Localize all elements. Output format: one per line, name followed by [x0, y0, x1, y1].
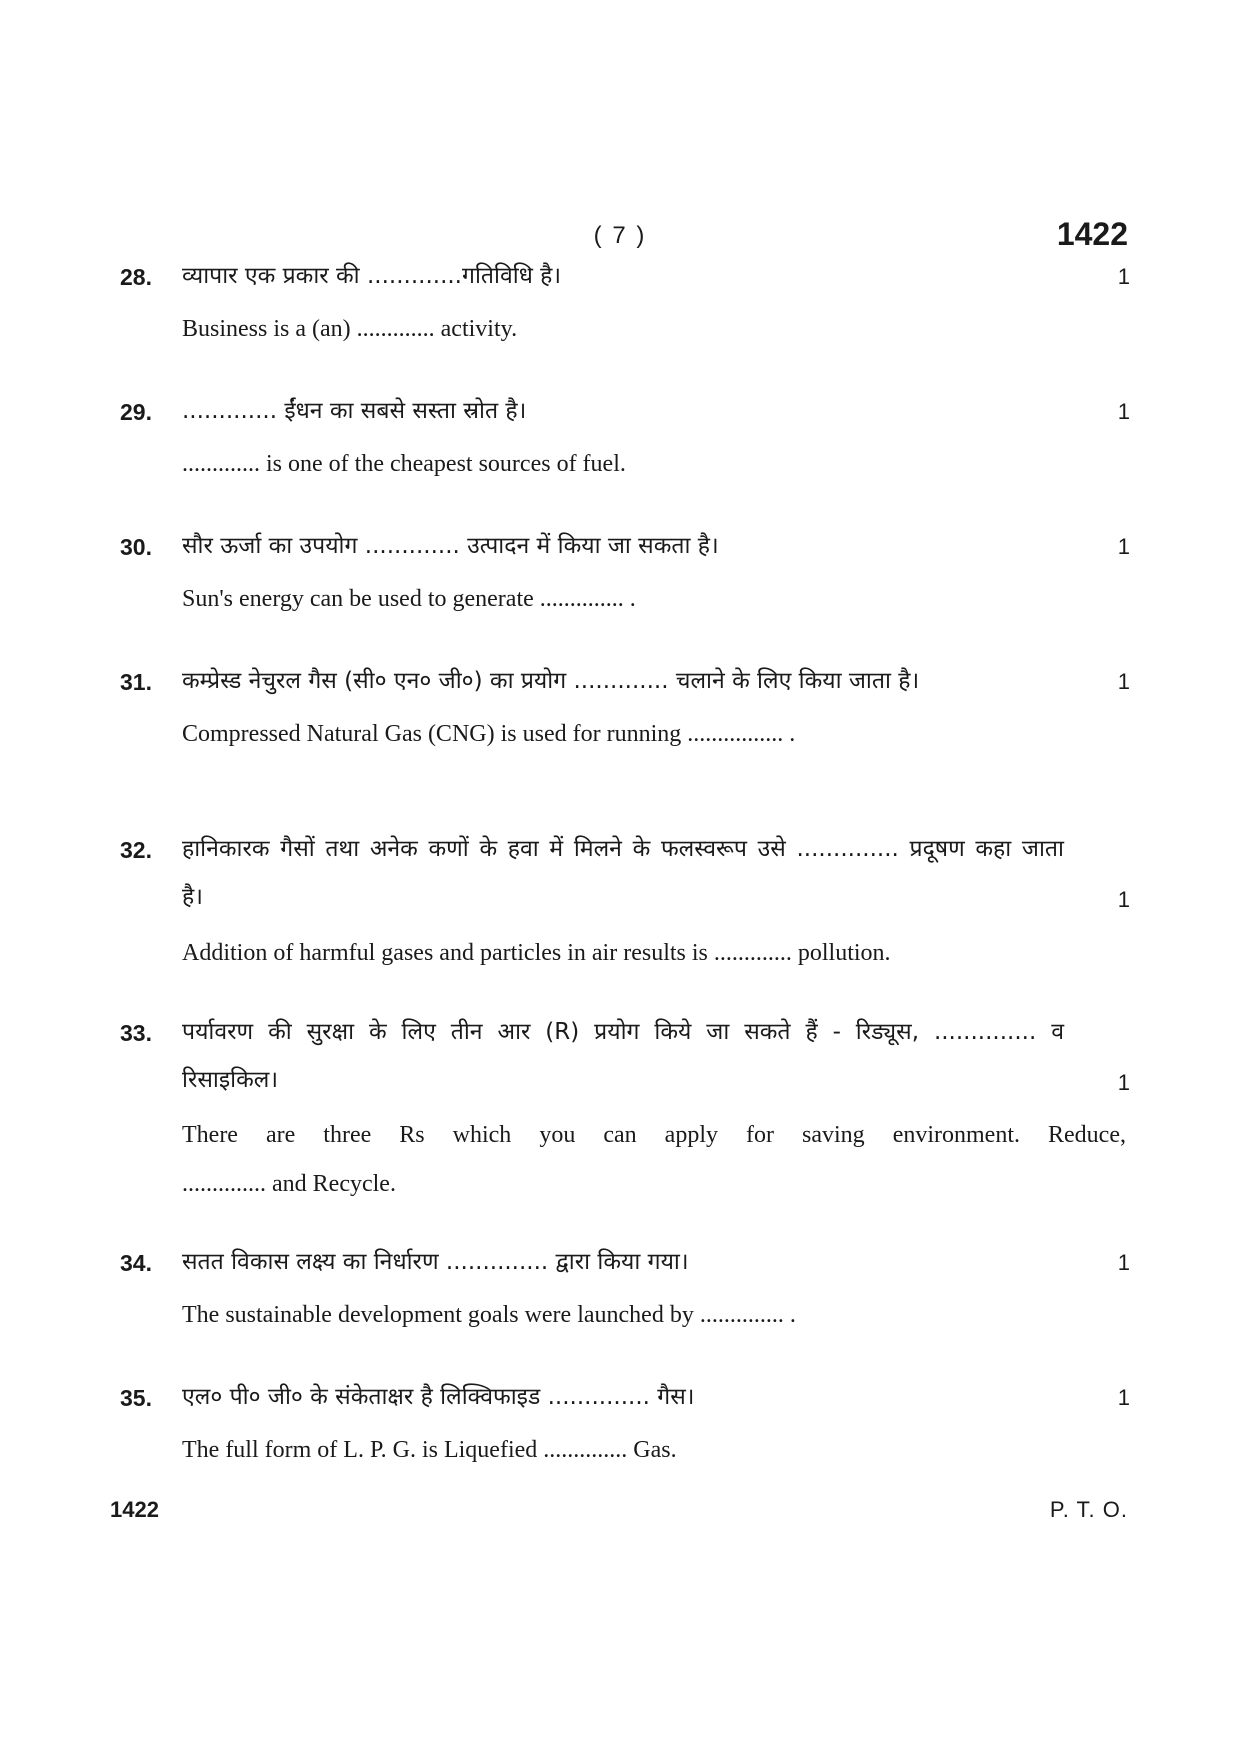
question-english: The full form of L. P. G. is Liquefied .............. Gas.	[182, 1437, 677, 1463]
question-number: 35.	[120, 1385, 152, 1411]
question-hindi: कम्प्रेस्ड नेचुरल गैस (सी० एन० जी०) का प्रयोग ............. चलाने के लिए किया जाता है।	[182, 668, 920, 694]
question-number: 34.	[120, 1250, 152, 1276]
question-english-line1: There are three Rs which you can apply for saving environment. Reduce,	[182, 1122, 1126, 1148]
question-number: 28.	[120, 264, 152, 290]
question-hindi: एल० पी० जी० के संकेताक्षर है लिक्विफाइड .............. गैस।	[182, 1384, 695, 1410]
question-english: Business is a (an) ............. activity.	[182, 316, 518, 342]
question-hindi: सतत विकास लक्ष्य का निर्धारण .............. द्वारा किया गया।	[182, 1249, 689, 1275]
question-number: 29.	[120, 399, 152, 425]
paper-code-header: 1422	[1056, 216, 1128, 252]
question-hindi-line2: रिसाइकिल।	[182, 1067, 279, 1093]
question-english: Sun's energy can be used to generate .............. .	[182, 586, 636, 612]
question-english: Compressed Natural Gas (CNG) is used for running ................ .	[182, 721, 796, 747]
question-number: 31.	[120, 669, 152, 695]
question-hindi: व्यापार एक प्रकार की .............गतिविधि है।	[182, 263, 562, 289]
question-marks: 1	[1117, 399, 1130, 424]
question-marks: 1	[1117, 534, 1130, 559]
question-marks: 1	[1117, 1385, 1130, 1410]
page-number: ( 7 )	[593, 222, 647, 249]
question-english: ............. is one of the cheapest sources of fuel.	[182, 451, 626, 477]
question-english-line2: .............. and Recycle.	[182, 1171, 396, 1197]
question-number: 33.	[120, 1020, 152, 1046]
question-marks: 1	[1117, 887, 1130, 912]
pto-label: P. T. O.	[1049, 1497, 1128, 1522]
question-hindi: सौर ऊर्जा का उपयोग ............. उत्पादन में किया जा सकता है।	[182, 533, 719, 559]
question-hindi-line2: है।	[182, 884, 203, 910]
question-hindi-line1: पर्यावरण की सुरक्षा के लिए तीन आर (R) प्रयोग किये जा सकते हैं - रिड्यूस, .............. व	[182, 1019, 1064, 1045]
question-number: 32.	[120, 837, 152, 863]
question-marks: 1	[1117, 1070, 1130, 1095]
question-marks: 1	[1117, 1250, 1130, 1275]
paper-code-footer: 1422	[110, 1497, 159, 1522]
question-hindi-line1: हानिकारक गैसों तथा अनेक कणों के हवा में मिलने के फलस्वरूप उसे .............. प्रदूषण कहा जाता	[182, 836, 1064, 862]
question-hindi: ............. ईंधन का सबसे सस्ता स्रोत है।	[182, 398, 527, 424]
question-english: The sustainable development goals were launched by .............. .	[182, 1302, 796, 1328]
question-marks: 1	[1117, 669, 1130, 694]
question-english: Addition of harmful gases and particles in air results is ............. pollution.	[182, 940, 891, 966]
question-marks: 1	[1117, 264, 1130, 289]
question-number: 30.	[120, 534, 152, 560]
